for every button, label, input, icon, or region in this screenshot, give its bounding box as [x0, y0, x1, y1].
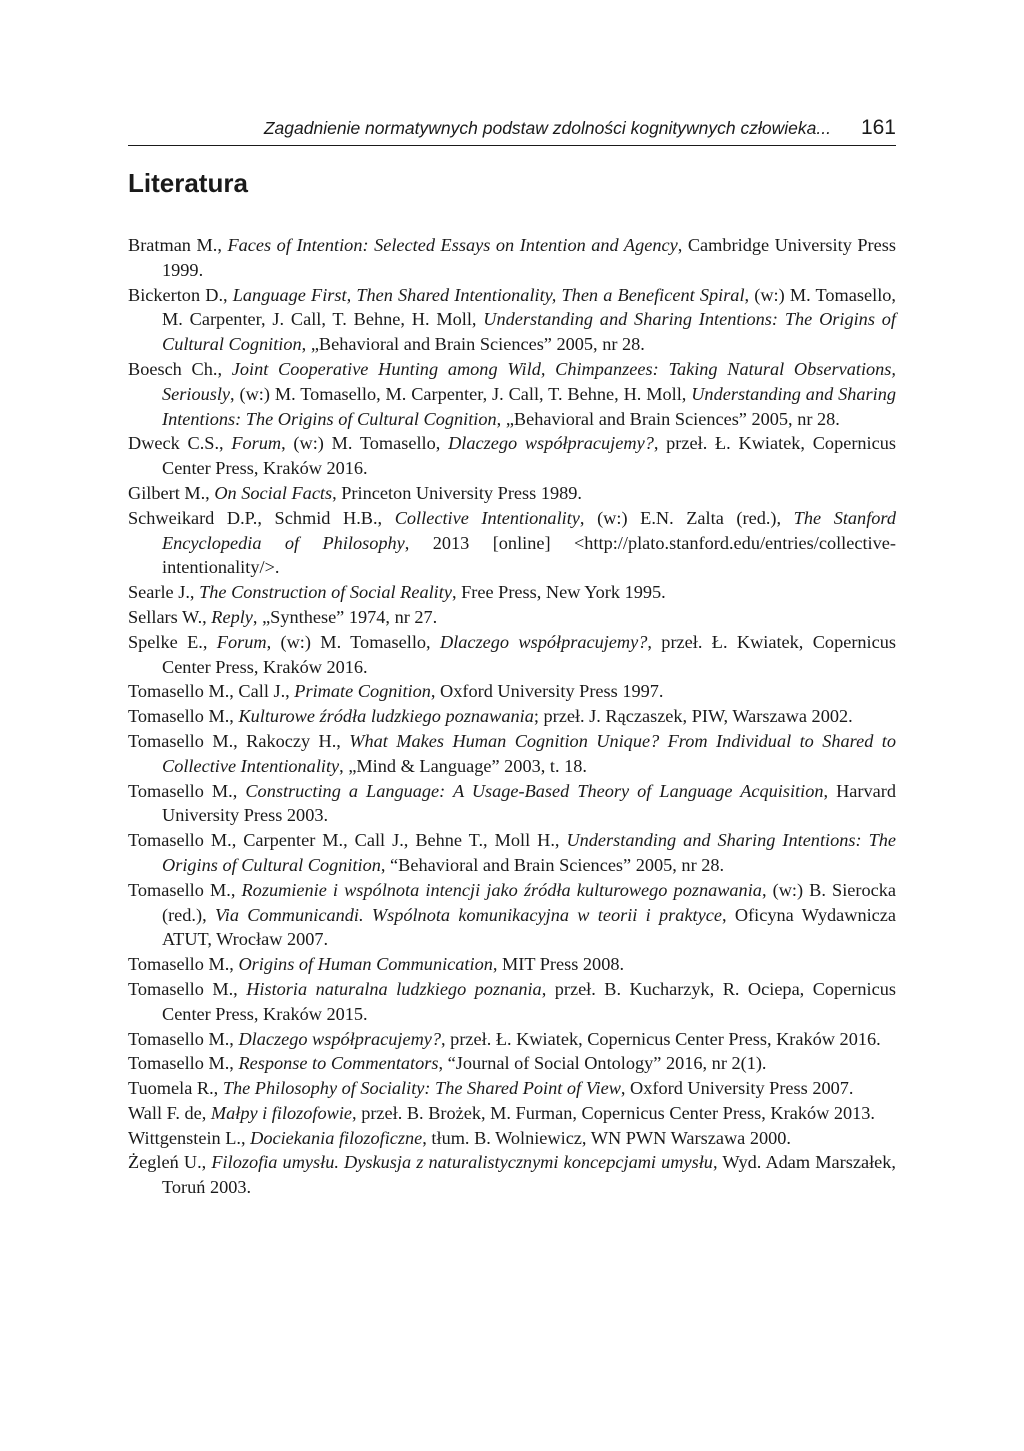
entry-title-italic: Language First, Then Shared Intentionality, Then a Beneficent Spiral	[232, 284, 745, 305]
bibliography-entry	[128, 630, 896, 680]
entry-text: , Oxford University Press 1997.	[430, 681, 664, 702]
entry-text: , (w:) M. Tomasello,	[266, 631, 440, 652]
section-heading: Literatura	[128, 168, 248, 198]
entry-title-italic: The Construction of Social Reality	[199, 582, 452, 603]
bibliography-entry	[128, 952, 896, 977]
entry-text: , Oxford University Press 2007.	[620, 1078, 854, 1099]
entry-text: , przeł. Ł. Kwiatek, Copernicus Center Press, Kraków 2016.	[441, 1028, 881, 1049]
entry-text: Wall F. de,	[128, 1102, 211, 1123]
entry-text: Dweck C.S.,	[128, 433, 232, 454]
entry-title-italic: Faces of Intention: Selected Essays on Intention and Agency	[227, 235, 678, 255]
entry-text: Spelke E.,	[128, 631, 217, 652]
entry-title-italic: Forum	[231, 433, 282, 454]
entry-title-italic: Dlaczego współpracujemy?	[440, 631, 648, 652]
entry-title-italic: Małpy i filozofowie	[210, 1102, 353, 1123]
bibliography-entry	[128, 878, 896, 952]
entry-text: Wittgenstein L.,	[128, 1127, 251, 1148]
bibliography-entry	[128, 704, 896, 729]
entry-title-italic: Via Communicandi. Wspólnota komunikacyjna w teorii i praktyce	[214, 904, 722, 925]
bibliography-entry	[128, 729, 896, 779]
entry-text: , „Mind & Language” 2003, t. 18.	[339, 755, 587, 776]
entry-text: , przeł. B. Kucharzyk, R. Ociepa, Copernicus Center Press, Kraków 2015.	[162, 978, 896, 1024]
running-title: Zagadnienie normatywnych podstaw zdolności kognitywnych człowieka...	[263, 118, 831, 138]
bibliography-entry	[128, 1051, 896, 1076]
entry-text: , MIT Press 2008.	[492, 954, 625, 975]
bibliography-entry	[128, 977, 896, 1027]
entry-text: , „Synthese” 1974, nr 27.	[252, 606, 438, 627]
entry-text: Searle J.,	[128, 582, 200, 603]
entry-text: , tłum. B. Wolniewicz, WN PWN Warszawa 2000.	[422, 1127, 791, 1148]
running-header	[128, 116, 896, 146]
entry-text: , “Journal of Social Ontology” 2016, nr 2(1).	[438, 1053, 767, 1074]
entry-text: , (w:) M. Tomasello, M. Carpenter, J. Call, T. Behne, H. Moll,	[162, 284, 896, 330]
bibliography-entry	[128, 580, 896, 605]
bibliography-entry	[128, 481, 896, 506]
entry-title-italic: Collective Intentionality	[394, 507, 580, 528]
bibliography-entry	[128, 679, 896, 704]
entry-title-italic: Understanding and Sharing Intentions: The Origins of Cultural Cognition	[162, 309, 896, 355]
bibliography-entry	[128, 506, 896, 580]
entry-text: , “Behavioral and Brain Sciences” 2005, nr 28.	[380, 854, 725, 875]
entry-title-italic: Joint Cooperative Hunting among Wild, Chimpanzees: Taking Natural Observations, Seriously	[162, 358, 896, 404]
bibliography-entry	[128, 283, 896, 357]
bibliography-list	[128, 233, 896, 1200]
entry-text: , (w:) M. Tomasello,	[281, 433, 449, 454]
entry-text: Tomasello M.,	[128, 780, 246, 801]
entry-text: , Wyd. Adam Marszałek, Toruń 2003.	[162, 1152, 896, 1198]
entry-text: Tomasello M.,	[128, 954, 239, 975]
entry-text: , (w:) B. Sierocka (red.),	[162, 879, 897, 925]
bibliography-entry	[128, 779, 896, 829]
entry-text: Tuomela R.,	[128, 1078, 223, 1099]
entry-text: Tomasello M.,	[128, 706, 239, 727]
page-number: 161	[860, 116, 896, 139]
entry-text: Tomasello M., Rakoczy H.,	[128, 730, 350, 751]
entry-text: Bickerton D.,	[128, 284, 233, 305]
entry-text: Sellars W.,	[128, 606, 212, 627]
bibliography-entry	[128, 1101, 896, 1126]
entry-text: , 2013 [online] <http://plato.stanford.edu/entries/collective-intentionality/>.	[162, 532, 896, 578]
entry-text: Żegleń U.,	[128, 1152, 212, 1173]
entry-text: , (w:) M. Tomasello, M. Carpenter, J. Call, T. Behne, H. Moll,	[230, 383, 692, 404]
entry-text: Tomasello M.,	[128, 879, 242, 900]
entry-title-italic: The Stanford Encyclopedia of Philosophy	[162, 507, 896, 553]
entry-text: Tomasello M., Carpenter M., Call J., Behne T., Moll H.,	[128, 830, 567, 851]
entry-text: , przeł. Ł. Kwiatek, Copernicus Center Press, Kraków 2016.	[162, 631, 896, 677]
bibliography-entry	[128, 431, 896, 481]
entry-text: Boesch Ch.,	[128, 358, 232, 379]
bibliography-entry	[128, 1126, 896, 1151]
bibliography-entry	[128, 1150, 896, 1200]
entry-text: , „Behavioral and Brain Sciences” 2005, nr 28.	[301, 334, 645, 355]
bibliography-entry	[128, 1027, 896, 1052]
bibliography-entry	[128, 828, 896, 878]
entry-title-italic: Primate Cognition	[294, 681, 431, 702]
entry-text: , Free Press, New York 1995.	[451, 582, 666, 603]
entry-text: Schweikard D.P., Schmid H.B.,	[128, 507, 395, 528]
entry-text: , Harvard University Press 2003.	[162, 780, 896, 826]
entry-title-italic: Dlaczego współpracujemy?	[238, 1028, 442, 1049]
entry-title-italic: Dociekania filozoficzne	[250, 1127, 423, 1148]
entry-title-italic: Origins of Human Communication	[238, 954, 493, 975]
entry-text: Tomasello M.,	[128, 1028, 239, 1049]
entry-title-italic: Filozofia umysłu. Dyskusja z naturalistycznymi koncepcjami umysłu	[211, 1152, 713, 1173]
entry-title-italic: Forum	[216, 631, 267, 652]
entry-text: ; przeł. J. Rączaszek, PIW, Warszawa 2002.	[533, 706, 853, 727]
entry-text: , Princeton University Press 1989.	[332, 482, 582, 503]
bibliography-entry	[128, 233, 896, 283]
bibliography-entry	[128, 605, 896, 630]
entry-text: Gilbert M.,	[128, 482, 215, 503]
entry-text: , „Behavioral and Brain Sciences” 2005, nr 28.	[496, 408, 840, 429]
entry-text: Tomasello M., Call J.,	[128, 681, 295, 702]
entry-text: , przeł. B. Brożek, M. Furman, Copernicus Center Press, Kraków 2013.	[352, 1102, 875, 1123]
entry-title-italic: What Makes Human Cognition Unique? From Individual to Shared to Collective Intentionality	[162, 730, 896, 776]
entry-title-italic: Kulturowe źródła ludzkiego poznawania	[238, 706, 534, 727]
entry-text: Bratman M.,	[128, 235, 228, 255]
entry-title-italic: Response to Commentators	[238, 1053, 439, 1074]
bibliography-entry	[128, 1076, 896, 1101]
entry-text: , (w:) E.N. Zalta (red.),	[579, 507, 794, 528]
entry-text: , przeł. Ł. Kwiatek, Copernicus Center Press, Kraków 2016.	[162, 433, 896, 479]
entry-text: Tomasello M.,	[128, 978, 247, 999]
entry-title-italic: On Social Facts	[214, 482, 333, 503]
entry-text: Tomasello M.,	[128, 1053, 239, 1074]
entry-title-italic: Reply	[211, 606, 253, 627]
entry-title-italic: Constructing a Language: A Usage-Based Theory of Language Acquisition	[245, 780, 824, 801]
entry-title-italic: Historia naturalna ludzkiego poznania	[246, 978, 542, 999]
entry-title-italic: Understanding and Sharing Intentions: The Origins of Cultural Cognition	[162, 830, 896, 875]
entry-text: , Cambridge University Press 1999.	[162, 235, 896, 280]
entry-title-italic: Rozumienie i wspólnota intencji jako źródła kulturowego poznawania	[241, 879, 762, 900]
bibliography-entry	[128, 357, 896, 431]
entry-title-italic: Dlaczego współpracujemy?	[448, 433, 654, 454]
entry-title-italic: The Philosophy of Sociality: The Shared Point of View	[222, 1078, 621, 1099]
entry-text: , Oficyna Wydawnicza ATUT, Wrocław 2007.	[162, 904, 896, 950]
entry-title-italic: Understanding and Sharing Intentions: The Origins of Cultural Cognition	[162, 383, 896, 429]
